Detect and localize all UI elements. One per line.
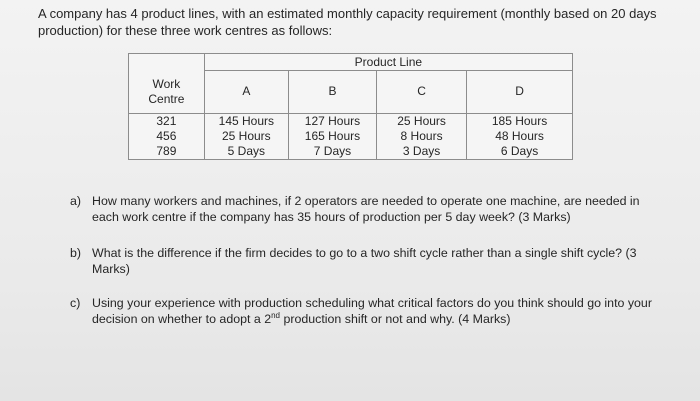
column-header-c: C [377,71,467,114]
row-label: 789 [129,144,205,160]
table-row [129,113,573,129]
table-cell: 5 Days [204,144,288,160]
question-b-text: What is the difference if the firm decides to go to a two shift cycle rather than a single shift cycle? (3 Marks) [92,246,637,276]
column-header-a: A [204,71,288,114]
table-cell: 6 Days [467,144,573,160]
question-a-label: a) [70,194,82,208]
table-cell: 7 Days [288,144,376,160]
table-row [129,144,573,160]
product-line-header: Product Line [204,54,572,71]
table-cell: 145 Hours [204,113,288,129]
table-cell: 8 Hours [377,129,467,144]
table-header-row [129,54,573,71]
row-label: 456 [129,129,205,144]
question-c-label: c) [70,296,81,310]
table-cell: 48 Hours [467,129,573,144]
ordinal-suffix: nd [271,310,281,320]
table-cell: 127 Hours [288,113,376,129]
question-c-text [92,295,667,327]
row-label: 321 [129,113,205,129]
table-row [129,129,573,144]
column-header-b: B [288,71,376,114]
question-b-label: b) [70,246,82,260]
table-cell: 165 Hours [288,129,376,144]
table-cell: 25 Hours [377,113,467,129]
column-header-d: D [467,71,573,114]
question-c-text-end: production shift or not and why. (4 Marks) [280,312,511,326]
intro-paragraph: A company has 4 product lines, with an estimated monthly capacity requirement (monthly based on 20 days production) for these three work centres as follows: [38,6,657,38]
table-cell: 3 Days [377,144,467,160]
table-cell: 25 Hours [204,129,288,144]
question-c-text-start: Using your experience with production scheduling what critical factors do you think should go into your decision on whether to adopt a 2 [92,296,652,326]
table-subheader-row [129,71,573,114]
capacity-table [128,53,573,160]
question-a-text: How many workers and machines, if 2 operators are needed to operate one machine, are needed in each work centre if the company has 35 hours of production per 5 day week? (3 Marks) [92,194,640,224]
table-cell: 185 Hours [467,113,573,129]
work-centre-header: Work Centre [129,71,205,114]
